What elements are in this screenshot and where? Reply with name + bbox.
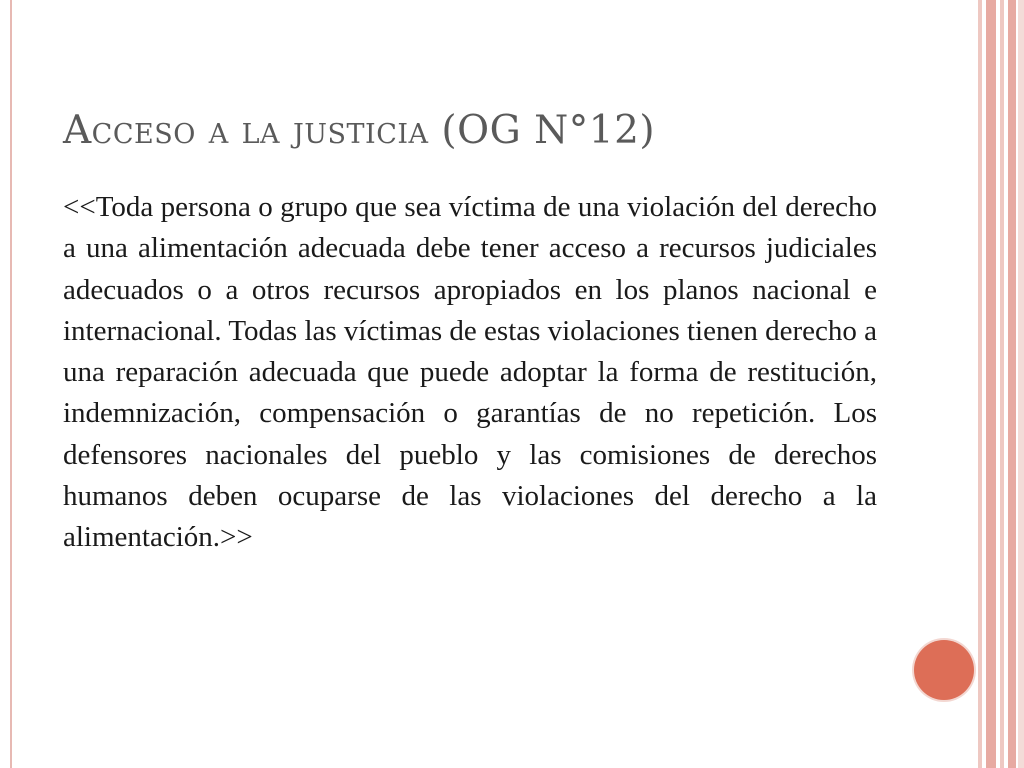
slide-title-suffix: (OG N°12): [428, 108, 656, 153]
slide-title: [63, 108, 923, 153]
slide-body-text: <<Toda persona o grupo que sea víctima de una violación del derecho a una alimentación adecuada debe tener acceso a recursos judiciales adecuados o a otros recursos apropiados en los planos nacional e internacional. Todas las víctimas de estas violaciones tienen derecho a una reparación adecuada que puede adoptar la forma de restitución, indemnización, compensación o garantías de no repetición. Los defensores nacionales del pueblo y las comisiones de derechos humanos deben ocuparse de las violaciones del derecho a la alimentación.>>: [63, 191, 877, 554]
accent-circle: [914, 640, 974, 700]
stripe: [978, 0, 982, 768]
right-decorative-stripes: [978, 0, 1024, 768]
stripe: [1008, 0, 1016, 768]
stripe: [1000, 0, 1004, 768]
left-border-line: [10, 0, 12, 768]
slide-title-main: Acceso a la justicia: [63, 108, 429, 153]
stripe: [1018, 0, 1024, 768]
stripe: [986, 0, 996, 768]
